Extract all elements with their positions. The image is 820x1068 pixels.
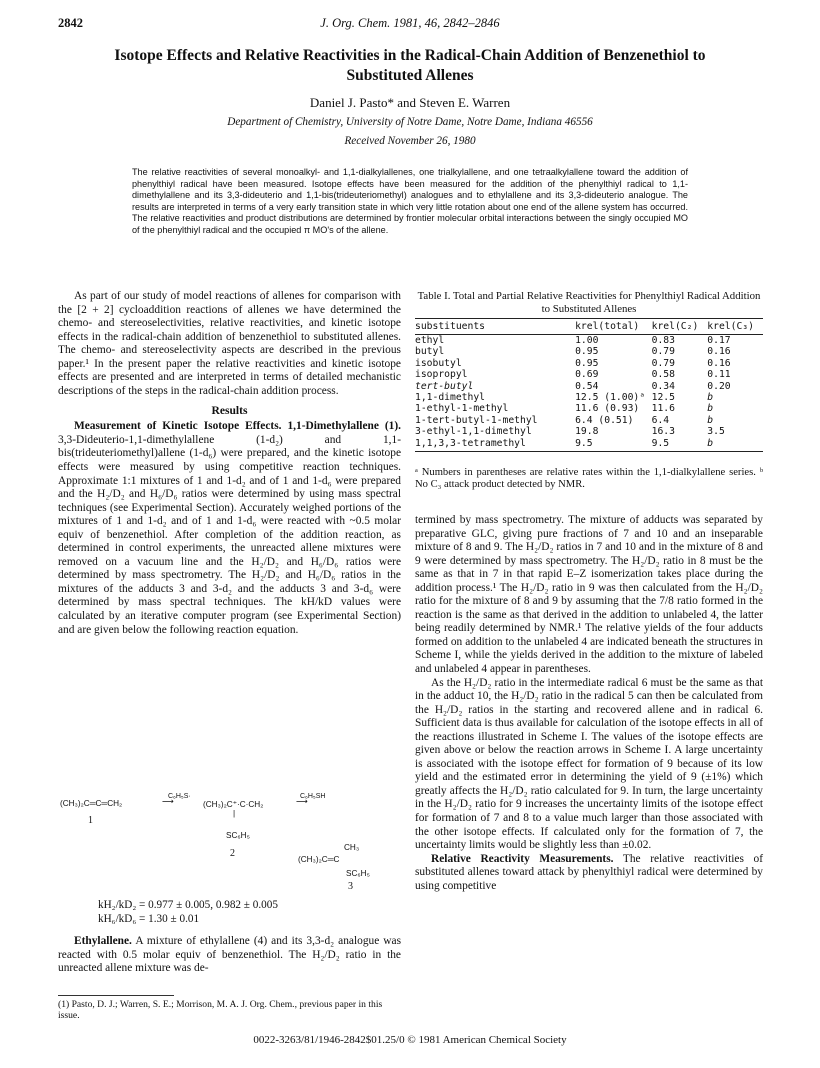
running-header [58,16,762,34]
product-core: (CH₃)₂C═C [298,855,340,864]
table-cell: 0.20 [707,380,731,392]
kie-heading: Measurement of Kinetic Isotope Effects. 1,1-Dimethylallene (1). [74,420,401,433]
table-cell: 0.17 [707,335,731,346]
table-cell: 16.3 [651,426,675,438]
table-cell: isopropyl [415,369,468,381]
reagent-thiyl: C₆H₅S· [168,793,191,800]
table-cell: 3-ethyl-1,1-dimethyl [415,426,532,438]
table-cell: 0.34 [651,380,675,392]
table-cell: 0.58 [651,369,675,381]
table-header-cell: krel(total) [575,319,652,335]
table-caption: Table I. Total and Partial Relative Reactivities for Phenylthiyl Radical Addition to Substituted Allenes [417,290,761,315]
label-1: 1 [88,815,93,826]
table-row [415,346,763,357]
ethyl-heading: Ethylallene. [74,935,132,947]
table-cell: isobutyl [415,357,462,369]
table-row [415,392,763,403]
kie-text: 3,3-Dideuterio-1,1-dimethylallene (1-d₂) and 1,1-bis(trideuteriomethyl)allene (1-d₆) were prepared, and the kinetic isotope effects were measured by using competitive reaction techniques. Approximate 1:1 mixtures of 1 and 1-d₂ and of 1 and 1-d₆ were prepared and the H₂/D₂ and H₆/D₆ ratios were determined by using mass spectral techniques (see Experimental Section). Accurately weighed portions of the mixtures of 1 and 1-d₂ and of 1 and 1-d₆ were reacted with ~0.5 molar equiv of benzenethiol. After completion of the addition reaction, as determined in control experiments, the unreacted allene mixtures were removed on a vacuum line and the H₂/D₂ and H₆/D₆ ratios were determined by mass spectrometry. The H₂/D₂ and H₆/D₆ ratios in the mixtures of the adducts 3 and 3-d₂ and the adducts 3 and 3-d₆ were determined by mass spectral techniques. The kH/kD values were calculated by an iterative computer program (see Experimental Section) and are given below the following reaction equation. [58,433,401,636]
table-header-cell: krel(C₃) [707,319,763,335]
relative-reactivity-heading: Relative Reactivity Measurements. [431,852,614,865]
table-cell: ethyl [415,335,445,346]
table-header-cell: krel(C₂) [652,319,708,335]
table-1 [415,318,763,452]
table-cell: 0.79 [651,357,675,369]
copyright-line: 0022-3263/81/1946-2842$01.25/0 © 1981 American Chemical Society [253,1034,567,1046]
relative-reactivity-paragraph [415,853,763,894]
table-cell: 12.5 [651,392,675,404]
table-row [415,369,763,380]
right-paragraph-1: termined by mass spectrometry. The mixture of adducts was separated by preparative GLC, giving pure fractions of 7 and 10 and an inseparable mixture of 8 and 9. The H₂/D₂ ratios in 7 and 10 and in the mixture of 8 and 9 were determined by mass spectrometry. The H₂/D₂ ratio in 8 must be the same as that in 7 in that rapid E–Z isomerization takes place during the addition process.¹ The H₂/D₂ ratio in 9 was then calculated from the H₂/D₂ ratio for the mixture of 8 and 9 by assuming that the 7/8 ratio formed in the reaction is the same as that derived in the addition to unlabeled 4, the latter being readily determined by NMR.¹ The relative yields of the four adducts formed on addition to the unlabeled 4 are indicated beneath the structures in Scheme I, while the yields derived in the addition to the mixture of labeled and unlabeled 4 appear in parentheses. [415,514,763,676]
authors: Daniel J. Pasto* and Steven E. Warren [309,95,511,110]
ethyl-paragraph [58,935,401,976]
table-cell: 0.95 [575,357,599,369]
label-2: 2 [230,848,235,859]
table-cell: 0.11 [707,369,731,381]
intro-paragraph: As part of our study of model reactions of allenes for comparison with the [2 + 2] cycloaddition reactions of allenes we have determined the chemo- and stereoselectivities, relative reactivities, and kinetic isotope effects in the radical-chain addition of benzenethiol to substituted allenes. The chemo- and stereoselectivity aspects are described in the previous paper.¹ In the present paper the relative reactivities and kinetic isotope effects are presented and are interpreted in terms of detailed mechanistic descriptions of the steps in the radical-chain addition process. [58,290,401,397]
page-number: 2842 [58,16,83,30]
table-cell: tert-butyl [415,380,474,392]
table-cell: 6.4 [651,414,670,426]
received-date: Received November 26, 1980 [344,135,476,147]
table-cell: 11.6 (0.93) [575,403,640,415]
table-header-row [415,319,763,335]
table-cell: 0.95 [575,346,599,358]
table-cell: 12.5 (1.00)ᵃ [575,392,646,404]
right-column [415,514,763,893]
table-cell: 1,1-dimethyl [415,392,485,404]
table-cell: 0.16 [707,357,731,369]
equation-kh6-kd6: kH₆/kD₆ = 1.30 ± 0.01 [98,913,200,925]
radical-intermediate: (CH₃)₂C⁺·C·CH₂ [203,800,264,809]
table-row [415,358,763,369]
table-cell: 1.00 [575,335,599,346]
journal-citation: J. Org. Chem. 1981, 46, 2842–2846 [320,16,500,30]
product-sc6h5: SC₆H₅ [346,869,370,878]
substituent-sc6h5: SC₆H₅ [226,831,250,840]
table-cell: 1-ethyl-1-methyl [415,403,509,415]
abstract: The relative reactivities of several monoalkyl- and 1,1-dialkylallenes, one trialkylallene, and one tetraalkylallene toward the addition of phenylthiyl radical have been measured. Isotope effects have been measured for the addition of the phenylthiyl radical to 1,1-dimethylallene and its 3,3-dideuterio and 1,1-bis(trideuteriomethyl) analogues and to ethylallene and its 3,3-dideuterio analogue. The results are interpreted in terms of a very early transition state in which very little rotation about one end of the allene system has occurred. The relative reactivities and product distributions are determined by frontier molecular orbital interactions between the singly occupied MO of the phenylthiyl radical and the occupied π MO's of the allene. [132,167,688,235]
table-cell: b [707,403,714,415]
table-cell: 0.54 [575,380,599,392]
table-row [415,415,763,426]
arrow-icon: ⟶ [162,797,174,806]
table-cell: b [707,414,714,426]
arrow-icon: ⟶ [296,797,308,806]
table-header-cell: substituents [415,319,575,335]
table-cell: 0.69 [575,369,599,381]
label-3: 3 [348,881,353,892]
table-cell: 9.5 [575,438,652,452]
table-cell: 9.5 [652,438,708,452]
table-row [415,426,763,437]
table-cell: 19.8 [575,426,599,438]
bond-line: | [233,809,236,818]
article-title: Isotope Effects and Relative Reactivities in the Radical-Chain Addition of Benzenethiol to Substituted Allenes [114,47,706,84]
affiliation: Department of Chemistry, University of Notre Dame, Notre Dame, Indiana 46556 [227,116,593,128]
isotope-equations [98,898,278,926]
kie-paragraph [58,420,401,637]
ethyl-text: A mixture of ethylallene (4) and its 3,3-d₂ analogue was reacted with 0.5 molar equiv of benzenethiol. The H₂/D₂ ratio in the unreacted allene mixture was de- [58,935,401,975]
table-cell: 0.16 [707,346,731,358]
table-cell: butyl [415,346,445,358]
table-row [415,381,763,392]
table-row [415,335,763,347]
results-heading: Results [211,404,248,418]
table-cell: b [707,438,763,452]
table-cell: b [707,392,714,404]
table-footnote: ᵃ Numbers in parentheses are relative rates within the 1,1-dialkylallene series. ᵇ No C₃ attack product detected by NMR. [415,467,763,490]
product-ch3: CH₃ [344,843,360,852]
reaction-scheme [58,793,401,892]
compound-1: (CH₃)₂C═C═CH₂ [60,799,123,808]
table-cell: 6.4 (0.51) [575,414,634,426]
reagent-thiol: C₆H₅SH [300,793,326,800]
relative-reactivity-text: The relative reactivities of substituted allenes toward attack by phenylthiyl radical were determined by using competitive [415,852,763,892]
footnote-rule [58,995,174,996]
table-row [415,403,763,414]
left-column-bottom [58,935,401,976]
table-cell: 11.6 [651,403,675,415]
table-cell: 1-tert-butyl-1-methyl [415,414,538,426]
table-cell: 0.79 [651,346,675,358]
equation-kh2-kd2: kH₂/kD₂ = 0.977 ± 0.005, 0.982 ± 0.005 [98,899,278,911]
footnote-1: (1) Pasto, D. J.; Warren, S. E.; Morrison, M. A. J. Org. Chem., previous paper in this issue. [58,999,383,1021]
left-column-top [58,290,401,637]
table-cell: 3.5 [707,426,725,438]
table-cell: 0.83 [651,335,675,346]
table-row [415,438,763,452]
right-paragraph-2: As the H₂/D₂ ratio in the intermediate radical 6 must be the same as that in the adduct 10, the H₂/D₂ ratio in the radical 5 can then be calculated from the H₂/D₂ ratios in the starting and recovered allene and in radical 6. Sufficient data is thus available for calculation of the isotope effects in all of the reactions illustrated in Scheme I. The values of the isotope effects are given above or below the reaction arrows in Scheme I. A large uncertainty is associated with the isotope effect for formation of 9 because of its low yield and the estimated error in determining the yield of 9 (±1%) which greatly affects the H₂/D₂ ratio calculated for 9. In turn, the large uncertainty in the H₂/D₂ ratio for 9 increases the uncertainty limits of the isotope effect for formation of 7 and 8 to a value much larger than those associated with the other isotope effects. If calculated only for the formation of 7, the uncertainty limits would be slightly less than ±0.02. [415,676,763,852]
table-cell: 1,1,3,3-tetramethyl [415,438,575,452]
